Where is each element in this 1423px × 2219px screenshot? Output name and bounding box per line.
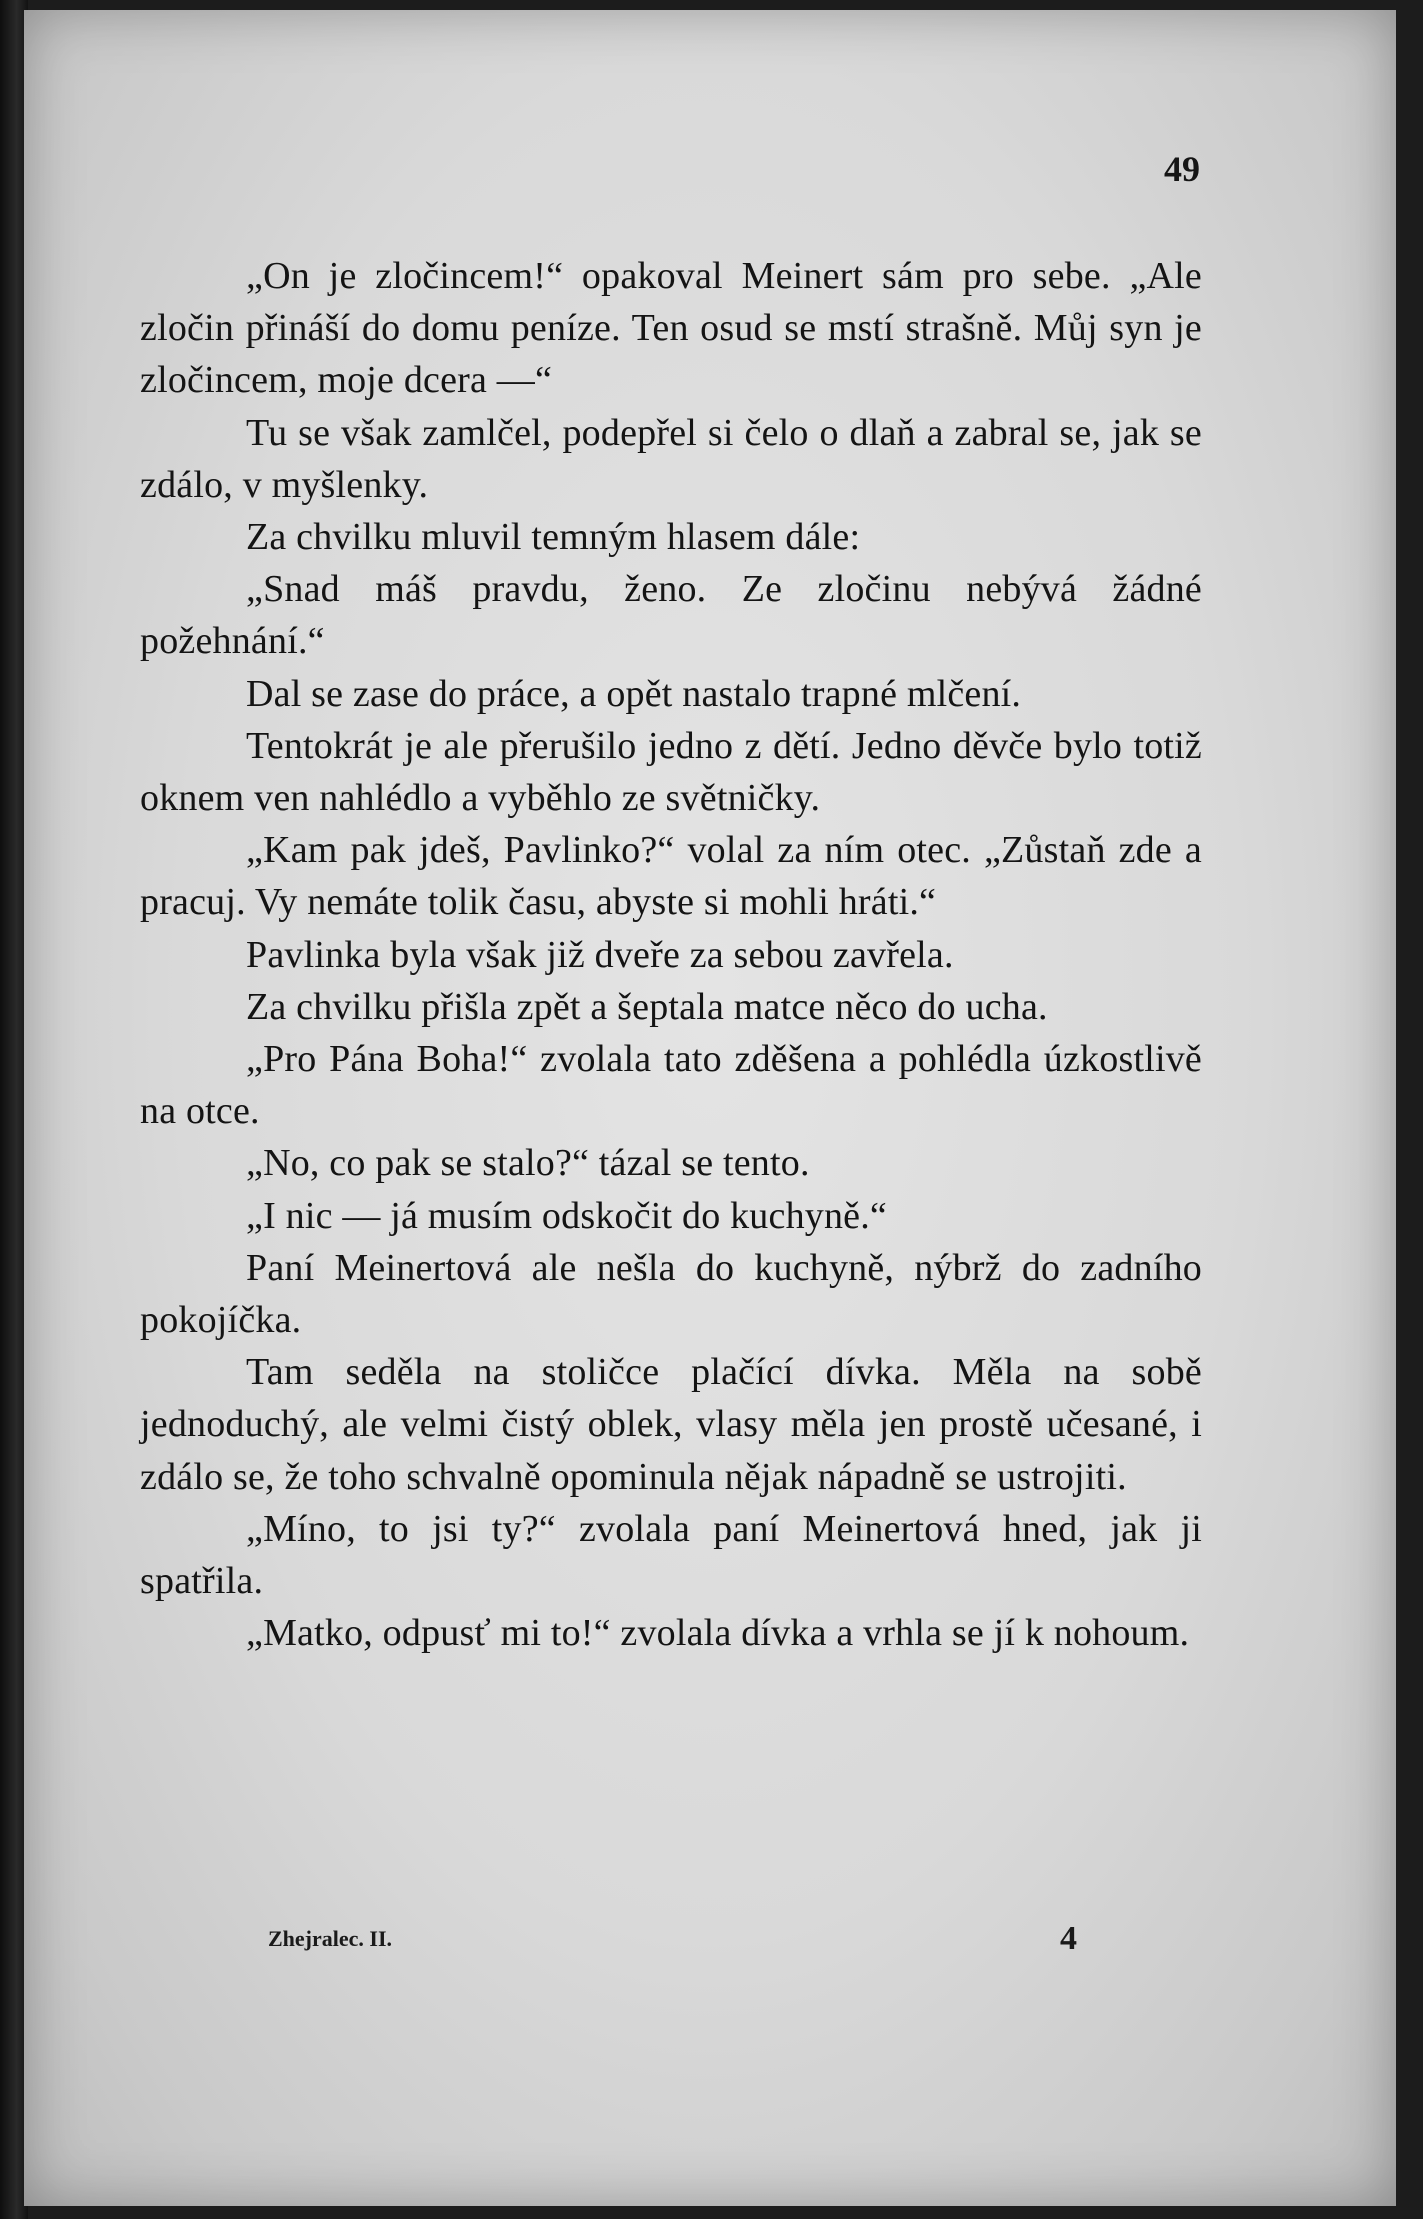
paragraph: „I nic — já musím odskočit do kuchyně.“: [246, 1194, 887, 1237]
paragraph: „Matko, odpusť mi to!“ zvolala dívka a vrhla se jí k nohoum.: [246, 1612, 1190, 1655]
paragraph: Tentokrát je ale přerušilo jedno z dětí. Jedno děvče bylo totiž oknem ven nahlédlo a vyběhlo ze světničky.: [140, 724, 1202, 820]
paragraph: Paní Meinertová ale nešla do kuchyně, nýbrž do zadního pokojíčka.: [140, 1246, 1202, 1342]
paragraph: Za chvilku přišla zpět a šeptala matce něco do ucha.: [246, 985, 1048, 1028]
paragraph: Tam seděla na stoličce plačící dívka. Měla na sobě jednoduchý, ale velmi čistý oblek, vlasy měla jen prostě učesané, i zdálo se, že toho schvalně opominula nějak nápadně se ustrojiti.: [140, 1351, 1202, 1498]
sheet-number: 4: [1060, 1920, 1077, 1957]
paragraph: „On je zločincem!“ opakoval Meinert sám pro sebe. „Ale zločin přináší do domu peníze. Ten osud se mstí strašně. Můj syn je zločincem, moje dcera —“: [140, 255, 1202, 402]
paragraph: Tu se však zamlčel, podepřel si čelo o dlaň a zabral se, jak se zdálo, v myšlenky.: [140, 411, 1202, 506]
paragraph: „Snad máš pravdu, ženo. Ze zločinu nebývá žádné požehnání.“: [140, 568, 1202, 663]
paragraph: Pavlinka byla však již dveře za sebou zavřela.: [246, 933, 954, 976]
paragraph: Dal se zase do práce, a opět nastalo trapné mlčení.: [246, 672, 1022, 715]
paragraph: „Míno, to jsi ty?“ zvolala paní Meinertová hned, jak ji spatřila.: [140, 1507, 1202, 1603]
body-text: [140, 250, 1202, 1659]
page-number: 49: [1164, 149, 1200, 189]
paragraph: „Kam pak jdeš, Pavlinko?“ volal za ním otec. „Zůstaň zde a pracuj. Vy nemáte tolik času, abyste si mohli hráti.“: [140, 829, 1202, 924]
paragraph: „Pro Pána Boha!“ zvolala tato zděšena a pohlédla úzkostlivě na otce.: [140, 1038, 1202, 1133]
paragraph: „No, co pak se stalo?“ tázal se tento.: [246, 1142, 810, 1185]
paragraph: Za chvilku mluvil temným hlasem dále:: [246, 516, 861, 559]
printer-signature: Zhejralec. II.: [268, 1926, 393, 1951]
